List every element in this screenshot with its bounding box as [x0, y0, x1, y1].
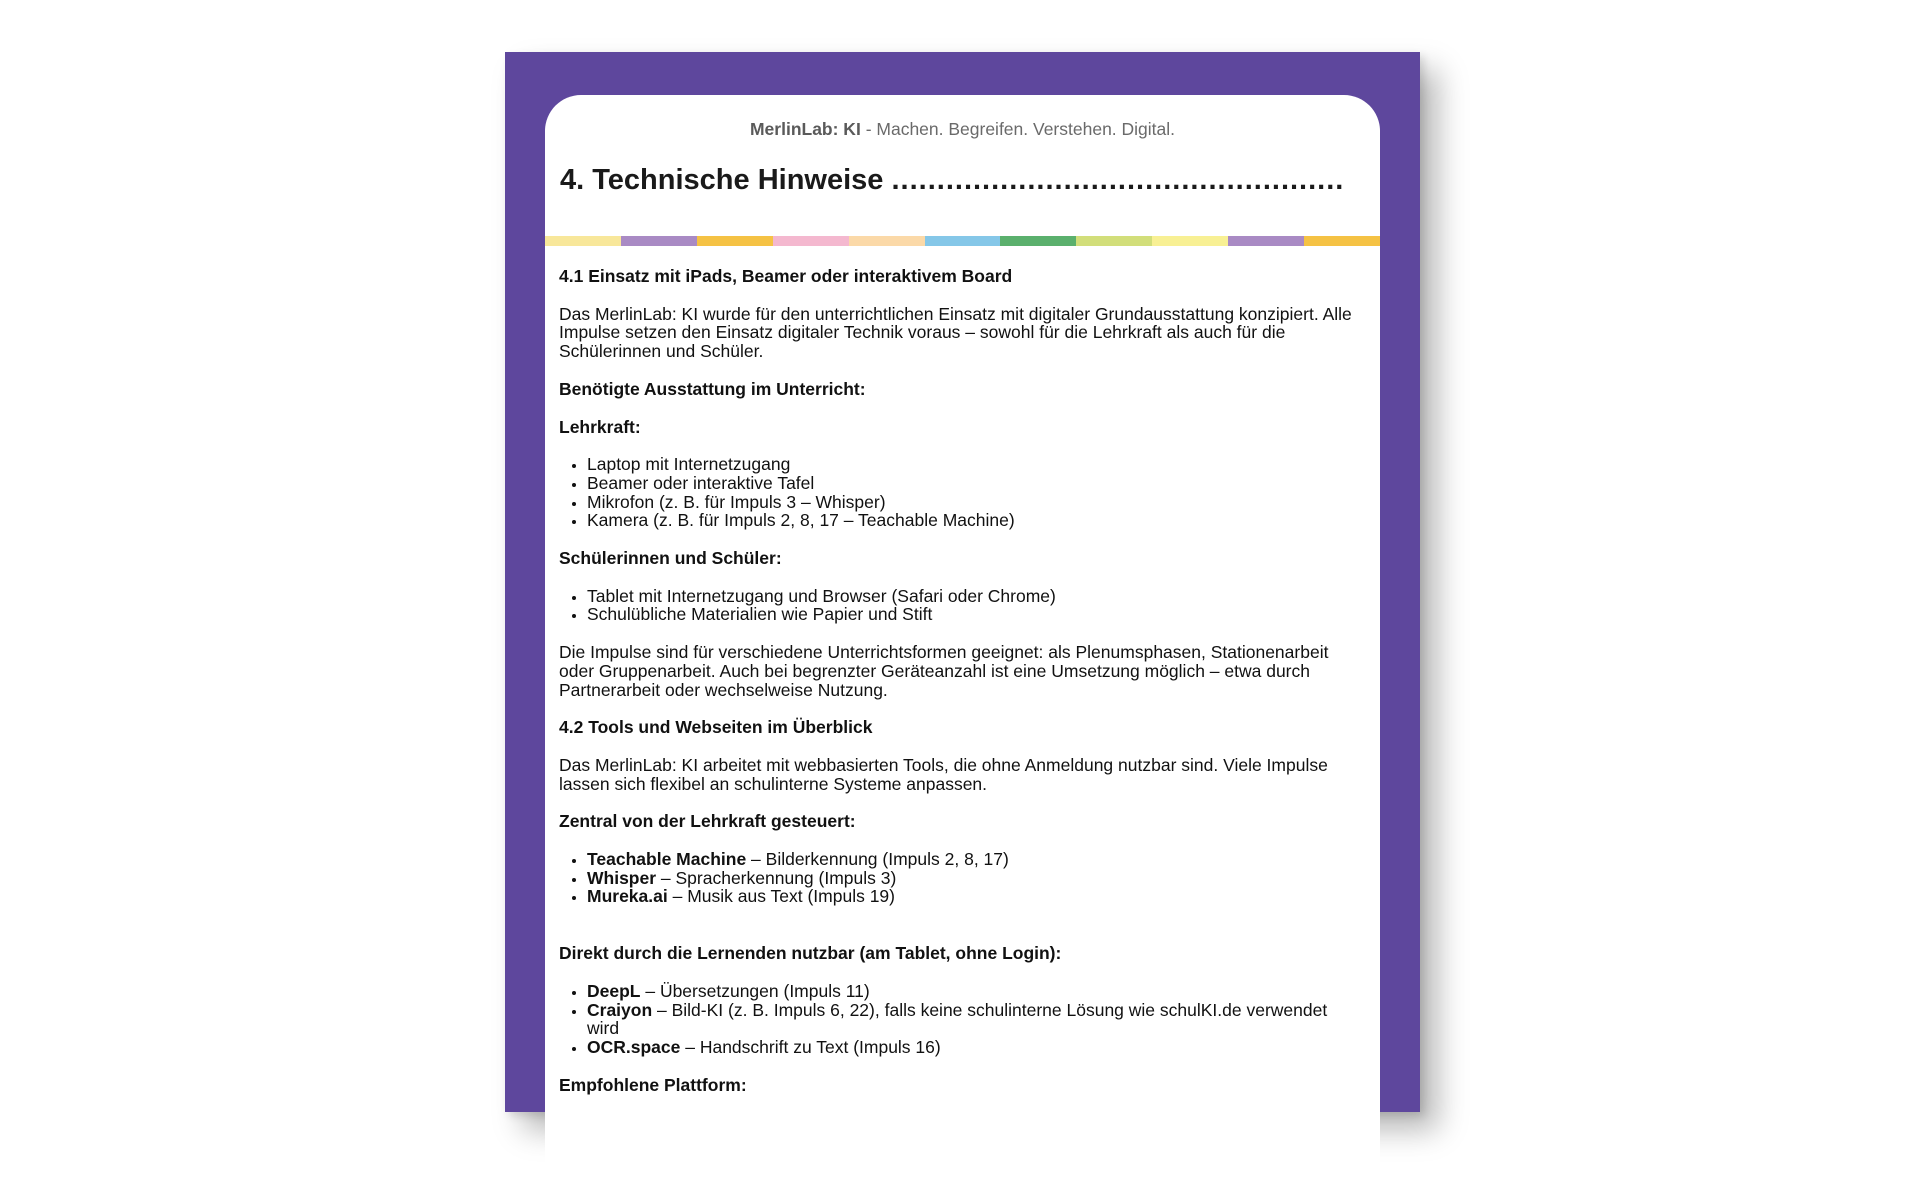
equipment-heading: Benötigte Ausstattung im Unterricht:	[559, 378, 866, 399]
section-4-1-intro: Das MerlinLab: KI wurde für den unterrichtlichen Einsatz mit digitaler Grundausstattung konzipiert. Alle Impulse setzen den Einsatz digitaler Technik voraus – sowohl für die Lehrkraft als auch für die Schülerinnen und Schüler.	[559, 303, 1352, 362]
stripe-segment	[1000, 236, 1076, 246]
platform-heading: Empfohlene Plattform:	[559, 1074, 747, 1095]
direct-tools-list	[559, 982, 1359, 1057]
tool-description: – Musik aus Text (Impuls 19)	[667, 886, 895, 907]
stripe-segment	[1076, 236, 1152, 246]
teacher-equipment-list	[559, 455, 1359, 530]
page-title	[560, 164, 1365, 204]
stripe-segment	[545, 236, 621, 246]
page-header	[545, 119, 1380, 140]
list-item	[587, 1038, 1359, 1057]
tool-name: Whisper	[587, 867, 657, 888]
students-equipment-list	[559, 587, 1359, 624]
list-item	[587, 850, 1359, 869]
tool-name: OCR.space	[587, 1036, 681, 1057]
central-tools-heading: Zentral von der Lehrkraft gesteuert:	[559, 811, 856, 832]
list-item	[587, 982, 1359, 1001]
tool-description: – Bilderkennung (Impuls 2, 8, 17)	[746, 849, 1009, 870]
tool-name: Craiyon	[587, 999, 653, 1020]
stripe-segment	[773, 236, 849, 246]
title-text: 4. Technische Hinweise	[560, 164, 884, 196]
section-4-2-intro: Das MerlinLab: KI arbeitet mit webbasierten Tools, die ohne Anmeldung nutzbar sind. Viele Impulse lassen sich flexibel an schulinterne Systeme anpassen.	[559, 754, 1328, 794]
students-heading: Schülerinnen und Schüler:	[559, 548, 782, 569]
list-item: • Laptop mit Internetzugang	[587, 455, 1359, 474]
tool-description: – Bild-KI (z. B. Impuls 6, 22), falls keine schulinterne Lösung wie schulKI.de verwendet wird	[587, 999, 1328, 1039]
list-item: • Kamera (z. B. für Impuls 2, 8, 17 – Teachable Machine)	[587, 511, 1359, 530]
document-sheet	[545, 95, 1380, 1195]
tool-name: Mureka.ai	[587, 886, 668, 907]
stripe-segment	[1228, 236, 1304, 246]
stripe-segment	[697, 236, 773, 246]
list-item: • Schulübliche Materialien wie Papier und Stift	[587, 605, 1359, 624]
document-page-frame	[505, 52, 1420, 1112]
list-item: • Mikrofon (z. B. für Impuls 3 – Whisper)	[587, 493, 1359, 512]
stripe-segment	[621, 236, 697, 246]
section-4-1-heading: 4.1 Einsatz mit iPads, Beamer oder interaktivem Board	[559, 266, 1013, 286]
teacher-heading: Lehrkraft:	[559, 416, 641, 437]
tool-name: Teachable Machine	[587, 849, 747, 870]
stripe-segment	[1152, 236, 1228, 246]
tool-description: – Handschrift zu Text (Impuls 16)	[680, 1036, 941, 1057]
stripe-segment	[849, 236, 925, 246]
stripe-segment	[1304, 236, 1380, 246]
list-item: • Beamer oder interaktive Tafel	[587, 474, 1359, 493]
header-brand: MerlinLab: KI	[749, 119, 861, 139]
list-item	[587, 1001, 1359, 1038]
central-tools-list	[559, 850, 1359, 906]
header-tagline: - Machen. Begreifen. Verstehen. Digital.	[865, 119, 1176, 139]
title-leader-dots: ..................................................	[891, 164, 1345, 196]
tool-description: – Übersetzungen (Impuls 11)	[640, 980, 870, 1001]
tool-description: – Spracherkennung (Impuls 3)	[656, 867, 897, 888]
section-4-2-heading: 4.2 Tools und Webseiten im Überblick	[559, 717, 873, 738]
stripe-segment	[925, 236, 1001, 246]
section-4-1-outro: Die Impulse sind für verschiedene Unterrichtsformen geeignet: als Plenumsphasen, Stationenarbeit oder Gruppenarbeit. Auch bei begrenzter Geräteanzahl ist eine Umsetzung möglich – etwa durch Partnerarbeit oder wechselweise Nutzung.	[559, 642, 1329, 700]
list-item	[587, 869, 1359, 888]
document-body	[559, 267, 1359, 1094]
list-item	[587, 887, 1359, 906]
direct-tools-heading: Direkt durch die Lernenden nutzbar (am Tablet, ohne Login):	[559, 943, 1062, 964]
list-item: • Tablet mit Internetzugang und Browser (Safari oder Chrome)	[587, 587, 1359, 606]
color-stripe-divider	[545, 236, 1380, 246]
tool-name: DeepL	[587, 980, 641, 1001]
